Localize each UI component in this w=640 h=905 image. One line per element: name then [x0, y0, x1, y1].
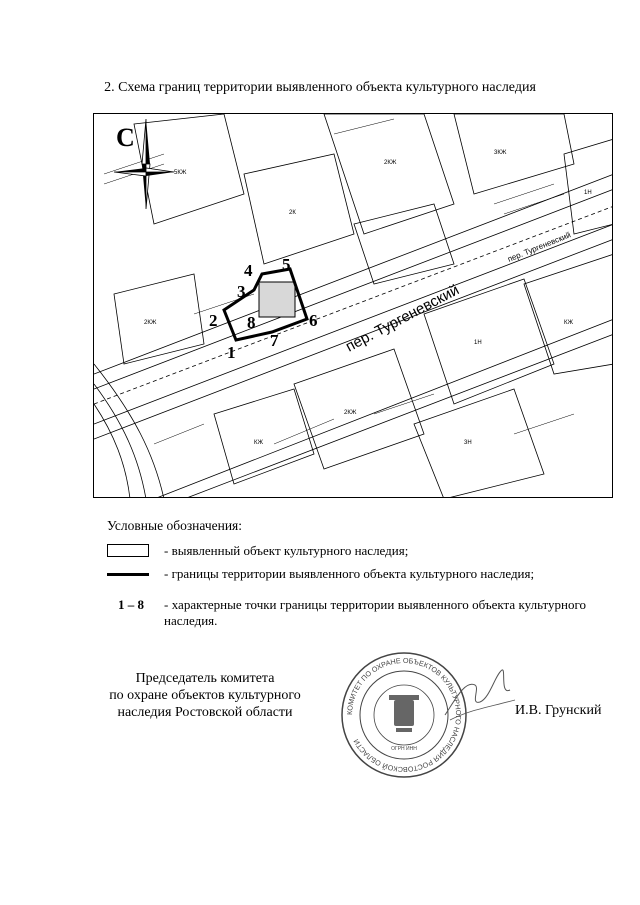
street-label: пер. Тургеневский: [342, 281, 463, 356]
block-label: 2К: [289, 210, 296, 216]
legend-title: Условные обозначения:: [107, 518, 243, 533]
point-label-6: 6: [309, 311, 318, 330]
signatory-position: [90, 670, 320, 721]
point-label-1: 1: [227, 343, 236, 362]
block-label: 1Н: [474, 340, 482, 346]
position-line-3: наследия Ростовской области: [117, 705, 293, 720]
block-label: 2КЖ: [384, 160, 397, 166]
map-drawing: [94, 114, 613, 498]
legend-item-points: - характерные точки границы территории выявленного объекта культурного наследия.: [164, 597, 586, 628]
block-label: 1Н: [584, 190, 592, 196]
block-label: 5КЖ: [174, 170, 187, 176]
signatory-name: И.В. Грунский: [515, 703, 602, 718]
legend-swatch-object: [107, 544, 149, 557]
seal-inner-text: ОГРН ИНН: [391, 746, 417, 752]
point-label-8: 8: [247, 313, 256, 332]
point-label-3: 3: [237, 282, 246, 301]
legend-swatch-boundary: [107, 573, 149, 576]
position-line-1: Председатель комитета: [135, 671, 275, 686]
block-label: 3Н: [464, 440, 472, 446]
legend-points-range: 1 – 8: [118, 597, 144, 612]
block-label: 2КЖ: [144, 320, 157, 326]
document-heading: 2. Схема границ территории выявленного объекта культурного наследия: [104, 80, 536, 95]
point-label-5: 5: [282, 255, 291, 274]
seal-ring-text: КОМИТЕТ ПО ОХРАНЕ ОБЪЕКТОВ КУЛЬТУРНОГО НАСЛЕДИЯ РОСТОВСКОЙ ОБЛАСТИ: [344, 655, 464, 775]
point-label-2: 2: [209, 311, 218, 330]
street-label-small: пер. Тургеневский: [506, 230, 573, 264]
block-label: КЖ: [254, 440, 264, 446]
point-label-4: 4: [244, 261, 253, 280]
block-label: КЖ: [564, 320, 574, 326]
block-label: 3КЖ: [494, 150, 507, 156]
position-line-2: по охране объектов культурного: [109, 688, 301, 703]
point-label-7: 7: [270, 331, 279, 350]
handwritten-signature: [440, 660, 520, 730]
legend-item-object: - выявленный объект культурного наследия;: [164, 543, 409, 558]
legend-item-boundary: - границы территории выявленного объекта культурного наследия;: [164, 566, 535, 581]
heritage-object: [259, 282, 295, 317]
block-label: 2КЖ: [344, 410, 357, 416]
cadastral-map: [93, 113, 613, 498]
north-arrow-icon: [114, 119, 174, 209]
north-label: С: [116, 123, 135, 152]
coat-of-arms-icon: [389, 695, 419, 732]
